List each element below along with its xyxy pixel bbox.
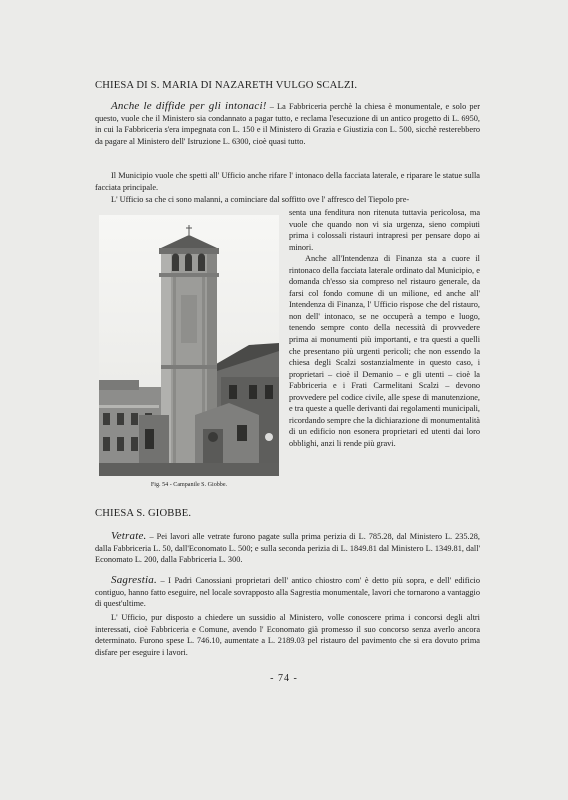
figure-caption: Fig. 54 - Campanile S. Giobbe. — [150, 482, 228, 488]
campanile-photo — [99, 215, 279, 476]
scalzi-paragraph-3-start: L' Ufficio sa che ci sono malanni, a cominciare dal soffitto ove l' affresco del Tiepolo pre- — [111, 195, 410, 204]
scalzi-paragraph-1 — [95, 101, 480, 147]
giobbe-lead-sagrestia: Sagrestia. — [111, 574, 157, 586]
giobbe-paragraph-1: Vetrate. – Pei lavori alle vetrate furono pagate sulla prima perizia di L. 785.28, dal Ministero L. 235.28, dalla Fabbriceria L. 50, dall'Economato L. 500; e sulla seconda perizia di L. 1849.81 dal Ministero L. 1349.81, dall' Economato L. 200, dalla Fabbriceria L. 300. — [95, 530, 480, 565]
page-number: - 74 - — [270, 673, 298, 684]
scalzi-lead-phrase: Anche le diffide per gli intonaci! — [111, 100, 267, 112]
scalzi-p1-body: – La Fabbriceria perchè la chiesa è monumentale, e solo per questo, vuole che il Ministero sia condannato a pagar tutto, e reclama l'esecuzione di un antico progetto di L. 6950, in cui la Fabbriceria s'era impegnata con L. 150 e il Ministero di Grazia e Giustizia con L. 500, sicchè resterebbero da pagare al Ministero dell' Istruzione L. 6300, cioè quasi tutto. — [95, 102, 480, 146]
giobbe-lead-vetrate: Vetrate. — [111, 530, 147, 542]
scalzi-right-column — [289, 207, 480, 449]
section-title-giobbe: CHIESA S. GIOBBE. — [95, 508, 192, 519]
scalzi-paragraph-4: Anche all'Intendenza di Finanza sta a cuore il rintonaco della facciata laterale ordinato dal Municipio, e domanda ch'esso sia compreso nel ristauro generale, da farsi col fondo comune di un milione, ed anche all' Intendenza di Finanza, l' Ufficio rispose che del ristauro, non dell' intonaco, se ne occuperà a tempo e luogo, tenendo sempre conto della necessità di provvedere prima ai monumenti più importanti, e tra questi a quelli che presentano più urgenti pericoli; che non essendo la chiesa degli Scalzi sostanzialmente in questo caso, i proprietari – cioè il Demanio – e gli utenti – cioè la Fabbriceria e i Frati Carmelitani Scalzi – devono provvedere pel codice civile, alle spese di manutenzione, e tra queste a quelle derivanti dai regolamenti municipali, ricordando sempre che la dichiarazione di monumentalità di un edificio non esonera proprietari ed utenti dai loro obblighi, anzi li rende più gravi. — [289, 254, 480, 448]
giobbe-paragraph-2: Sagrestia. – I Padri Canossiani proprietari dell' antico chiostro com' è detto più sopra, e dell' edificio contiguo, hanno fatto eseguire, nel locale sovrapposto alla Sagrestia monumentale, lavori che tornarono a vantaggio di quest'ultime. — [95, 574, 480, 609]
giobbe-paragraph-3: L' Ufficio, pur disposto a chiedere un sussidio al Ministero, volle conoscere prima i concorsi degli altri interessati, cioè Fabbriceria e Comune, avendo l' Economato già promesso il suo concorso senza averlo ancora determinato. Furono spese L. 746.10, aumentate a L. 2189.03 pel ristauro del pavimento che si era dovuto prima disfare per eseguire i lavori. — [95, 613, 480, 657]
campanile-illustration — [99, 215, 279, 476]
scalzi-p3-continued: senta una fenditura non ritenuta tuttavia pericolosa, ma vuole che quando non vi sia urgenza, sieno compiuti prima i colossali ristauri intrapresi per pensare dopo ai minori. — [289, 208, 480, 252]
scalzi-paragraph-2: Il Municipio vuole che spetti all' Ufficio anche rifare l' intonaco della facciata laterale, e riparare le statue sulla facciata principale. — [95, 171, 480, 192]
section-title-scalzi: CHIESA DI S. MARIA DI NAZARETH VULGO SCALZI. — [95, 80, 358, 91]
